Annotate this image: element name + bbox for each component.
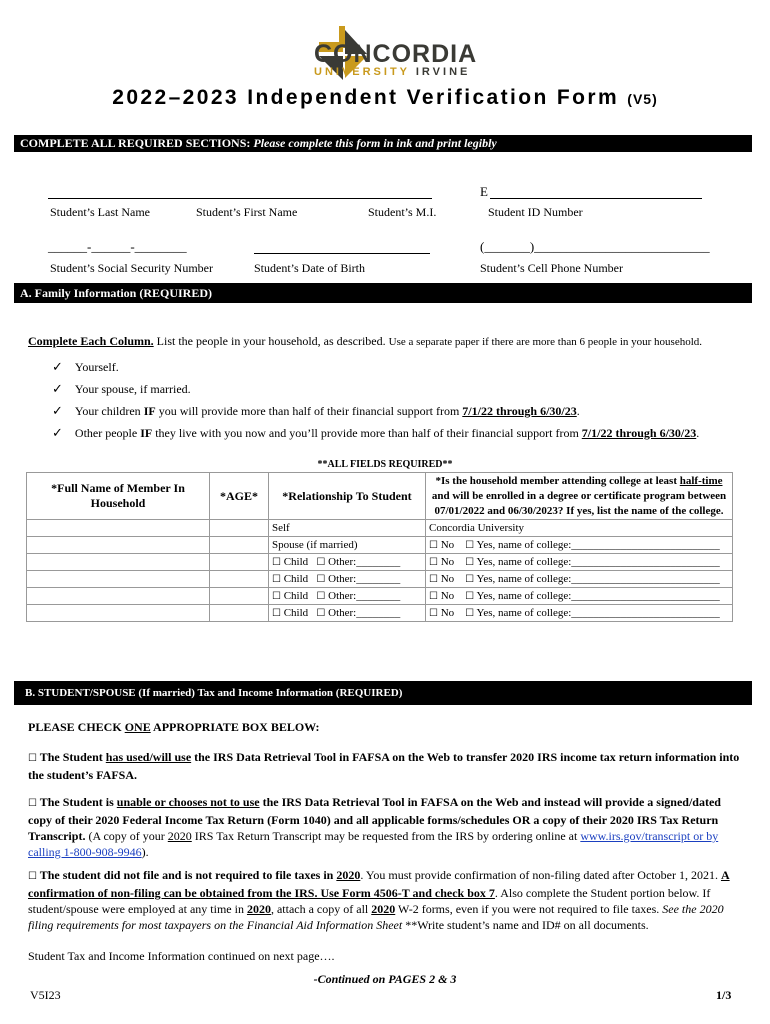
section-a-bar: A. Family Information (REQUIRED) [14, 283, 752, 303]
checkbox-icon[interactable]: ☐ [28, 753, 37, 764]
header-college-ul: half-time [679, 474, 723, 487]
table-row [27, 520, 733, 537]
household-table [26, 472, 733, 622]
opt3-bold: The student did not file and is not required to file taxes in [36, 868, 337, 882]
opt3-text: . Also complete the Student portion below. If student/spouse were employed at any time in [28, 886, 711, 916]
opt1-ul: has used/will use [105, 750, 192, 764]
checkbox-icon[interactable]: ☐ [465, 608, 475, 619]
header-full-name: *Full Name of Member In Household [27, 473, 210, 520]
required-bar-bold: COMPLETE ALL REQUIRED SECTIONS: [20, 136, 251, 150]
table-row [27, 537, 733, 554]
college-cell[interactable] [426, 554, 733, 571]
child-label: Child [283, 607, 309, 619]
name-line[interactable] [48, 198, 432, 199]
ssn-label: Student’s Social Security Number [50, 261, 213, 275]
checkbox-icon[interactable]: ☐ [316, 574, 326, 585]
opt3-text: **Write student’s name and ID# on all documents. [402, 918, 649, 932]
no-label: No [440, 590, 455, 602]
check-bold: IF [140, 426, 153, 440]
title-version: (V5) [627, 91, 658, 107]
student-id-line[interactable] [490, 198, 702, 199]
relationship-cell[interactable] [269, 571, 426, 588]
yes-label: Yes, name of college:___________________________ [476, 590, 720, 602]
dob-line[interactable] [254, 253, 430, 254]
check-date: 7/1/22 through 6/30/23 [581, 426, 697, 440]
footer-continued: -Continued on PAGES 2 & 3 [313, 972, 457, 986]
checkbox-icon[interactable]: ☐ [28, 798, 37, 809]
required-note: **ALL FIELDS REQUIRED** [317, 459, 453, 470]
checklist-item [52, 403, 580, 419]
mi-label: Student’s M.I. [368, 205, 437, 219]
opt2-year: 2020 [167, 829, 192, 843]
age-cell[interactable] [210, 520, 269, 537]
college-cell: Concordia University [426, 520, 733, 537]
section-a-intro [28, 334, 748, 349]
ssn-field[interactable]: ______-______-________ [48, 239, 187, 254]
opt3-year: 2020 [371, 902, 396, 916]
name-cell[interactable] [27, 537, 210, 554]
check-text: . [576, 404, 580, 418]
check-one-ul: ONE [124, 720, 151, 734]
header-relationship: *Relationship To Student [269, 473, 426, 520]
option-unable-drt [28, 794, 740, 860]
opt3-year: 2020 [246, 902, 271, 916]
checkbox-icon[interactable]: ☐ [465, 540, 475, 551]
check-text: you will provide more than half of their financial support from [155, 404, 463, 418]
opt2-bold: the IRS Data Retrieval Tool in FAFSA on the Web and instead will provide a signed/dated copy of their 2020 Federal Income Tax Return (Form 1040) and all applicable forms/schedules OR a copy of their 2020 IRS Tax Return Transcript. [28, 795, 721, 843]
page-title [0, 86, 770, 110]
first-name-label: Student’s First Name [196, 205, 298, 219]
checkbox-icon[interactable]: ☐ [429, 574, 438, 585]
footer-version: V5I23 [30, 988, 61, 1002]
dob-label: Student’s Date of Birth [254, 261, 365, 275]
opt3-text: W-2 forms, even if you were not required to file taxes. [395, 902, 663, 916]
student-id-label: Student ID Number [488, 205, 583, 219]
header-college-post: and will be enrolled in a degree or certificate program between 07/01/2022 and 06/30/2023? If yes, list the name of the college. [431, 489, 727, 517]
check-text: Other people [74, 426, 141, 440]
checklist-item [52, 425, 699, 441]
name-cell[interactable] [27, 554, 210, 571]
relationship-cell: Self [269, 520, 426, 537]
opt3-text: , attach a copy of all [270, 902, 372, 916]
opt2-text: IRS Tax Return Transcript may be requested from the IRS by ordering online at [191, 829, 581, 843]
other-label: Other:________ [328, 607, 401, 619]
relationship-cell[interactable] [269, 588, 426, 605]
yes-label: Yes, name of college:___________________________ [476, 607, 720, 619]
relationship-cell[interactable] [269, 605, 426, 622]
relationship-cell: Spouse (if married) [269, 537, 426, 554]
opt2-pre: The Student is [36, 795, 117, 809]
irs-transcript-link[interactable]: www.irs.gov/transcript or by calling 1-800-908-9946 [28, 829, 719, 859]
name-cell[interactable] [27, 571, 210, 588]
child-label: Child [283, 573, 309, 585]
check-text: . [696, 426, 700, 440]
yes-label: Yes, name of college:___________________________ [476, 573, 720, 585]
checklist-item [52, 381, 191, 397]
header-age: *AGE* [210, 473, 269, 520]
opt3-italic: See the 2020 filing requirements for most taxpayers on the Financial Aid Information Sheet [28, 902, 724, 932]
table-row [27, 571, 733, 588]
relationship-cell[interactable] [269, 554, 426, 571]
continued-note: Student Tax and Income Information continued on next page…. [28, 949, 335, 963]
check-bold: IF [143, 404, 156, 418]
opt1-post: the IRS Data Retrieval Tool in FAFSA on the Web to transfer 2020 IRS income tax return information into the student’s FAFSA. [28, 750, 740, 782]
opt3-text: . You must provide confirmation of non-filing dated after October 1, 2021. [360, 868, 721, 882]
check-one-post: APPROPRIATE BOX BELOW: [150, 720, 320, 734]
college-cell[interactable] [426, 571, 733, 588]
student-id-prefix: E [480, 184, 488, 199]
checkbox-icon[interactable]: ☐ [465, 574, 475, 585]
name-cell[interactable] [27, 605, 210, 622]
other-label: Other:________ [328, 590, 401, 602]
no-label: No [440, 607, 455, 619]
page-number: 1/3 [716, 988, 732, 1002]
no-label: No [440, 556, 455, 568]
checkbox-icon[interactable]: ☐ [272, 608, 281, 619]
check-date: 7/1/22 through 6/30/23 [462, 404, 577, 418]
age-cell[interactable] [210, 537, 269, 554]
cell-field[interactable]: (_______)___________________________ [480, 239, 710, 254]
intro-small: Use a separate paper if there are more than 6 people in your household. [388, 336, 703, 348]
option-did-not-file [28, 867, 740, 933]
child-label: Child [283, 590, 309, 602]
checkmark-icon: ✓ [52, 403, 63, 418]
logo-sub-university: UNIVERSITY [314, 66, 410, 78]
last-name-label: Student’s Last Name [50, 205, 150, 219]
checklist-item [52, 359, 119, 375]
other-label: Other:________ [328, 573, 401, 585]
yes-label: Yes, name of college:___________________________ [476, 539, 720, 551]
name-cell[interactable] [27, 588, 210, 605]
checkbox-icon[interactable]: ☐ [28, 871, 37, 882]
child-label: Child [283, 556, 309, 568]
option-used-drt [28, 749, 740, 783]
logo-name: CONCORDIA [314, 40, 478, 68]
checkmark-icon: ✓ [52, 425, 63, 440]
logo-sub-irvine: IRVINE [415, 66, 471, 78]
opt2-ul: unable or chooses not to use [116, 795, 260, 809]
opt1-pre: The Student [36, 750, 106, 764]
opt2-end: ). [141, 845, 149, 859]
check-text: they live with you now and you’ll provide more than half of their financial support from [152, 426, 582, 440]
name-cell[interactable] [27, 520, 210, 537]
intro-text: List the people in your household, as described. [153, 334, 389, 348]
checkbox-icon[interactable]: ☐ [272, 591, 281, 602]
logo-subtitle [314, 66, 470, 78]
college-cell[interactable] [426, 588, 733, 605]
checkbox-icon[interactable]: ☐ [316, 557, 326, 568]
title-main: 2022–2023 Independent Verification Form [112, 86, 620, 109]
checkbox-icon[interactable]: ☐ [429, 608, 438, 619]
check-text: Your spouse, if married. [74, 382, 191, 396]
required-sections-bar [14, 135, 752, 152]
age-cell[interactable] [210, 588, 269, 605]
age-cell[interactable] [210, 571, 269, 588]
age-cell[interactable] [210, 554, 269, 571]
checkbox-icon[interactable]: ☐ [429, 557, 438, 568]
check-one-pre: PLEASE CHECK [28, 720, 125, 734]
section-b-bar: B. STUDENT/SPOUSE (If married) Tax and Income Information (REQUIRED) [14, 681, 752, 705]
cell-label: Student’s Cell Phone Number [480, 261, 623, 275]
checkbox-icon[interactable]: ☐ [316, 608, 326, 619]
table-row [27, 588, 733, 605]
header-college-pre: *Is the household member attending college at least [435, 474, 680, 487]
checkbox-icon[interactable]: ☐ [272, 574, 281, 585]
check-text: Your children [74, 404, 144, 418]
no-label: No [440, 573, 455, 585]
intro-bold: Complete Each Column. [28, 334, 154, 348]
checkbox-icon[interactable]: ☐ [465, 557, 475, 568]
checkmark-icon: ✓ [52, 359, 63, 374]
required-bar-italic: Please complete this form in ink and print legibly [253, 136, 497, 150]
no-label: No [440, 539, 455, 551]
checkbox-icon[interactable]: ☐ [316, 591, 326, 602]
opt2-text: (A copy of your [85, 829, 168, 843]
other-label: Other:________ [328, 556, 401, 568]
checkbox-icon[interactable]: ☐ [465, 591, 475, 602]
yes-label: Yes, name of college:___________________________ [476, 556, 720, 568]
check-text: Yourself. [74, 360, 119, 374]
opt3-ul: A confirmation of non-filing can be obtained from the IRS. Use Form 4506-T and check box 7 [28, 868, 730, 900]
table-row [27, 605, 733, 622]
checkbox-icon[interactable]: ☐ [272, 557, 281, 568]
table-row [27, 554, 733, 571]
check-one-instruction [28, 720, 320, 735]
age-cell[interactable] [210, 605, 269, 622]
checkbox-icon[interactable]: ☐ [429, 591, 438, 602]
checkmark-icon: ✓ [52, 381, 63, 396]
college-cell[interactable] [426, 537, 733, 554]
college-cell[interactable] [426, 605, 733, 622]
header-college [426, 473, 733, 520]
opt3-year: 2020 [336, 868, 361, 882]
checkbox-icon[interactable]: ☐ [429, 540, 438, 551]
